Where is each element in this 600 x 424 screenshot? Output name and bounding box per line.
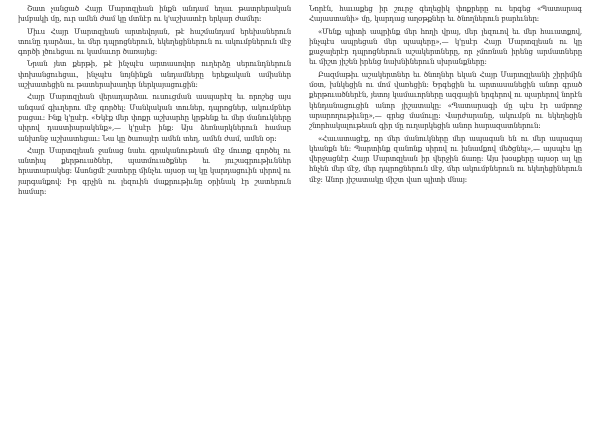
paragraph: Բազմաթիւ աշակերտներ եւ ծնողներ եկան Հայր Մարտզլեանի շիրիմին մօտ, խնկեցին ու մոմ վառեցին։ Երգեցին եւ արտասանեցին անոր գրած քերթուածներէն, յետոյ կամաւորները ազգային երգերով ու պարերով նորէն կենդանացուցին անոր յիշատակը։ «Պատարագի մը պէս էր ամբողջ արարողութիւնը»,— գրեց մամուլը։ Վարժարանը, ակումբն ու եկեղեցին շնորհակալութեան գիր մը ուղարկեցին անոր հարազատներուն։	[309, 70, 582, 131]
paragraph: Միւս Հայր Մարտզլեան արտեվոյան, թէ հաշմանդամ երեխաներուն տունը դարձաւ, եւ մեր դպրոցներուն, եկեղեցիներուն ու ակումբներուն մէջ գործի լծուեցաւ ու կամաւոր ծառայեց։	[18, 27, 291, 57]
right-column	[309, 4, 582, 424]
paragraph: Շատ չանցած Հայր Մարտզլեան ինքն անդամ եղաւ թատրերական խմբակի մը, ուր ամեն ժամ կը մտնէր ու կ'աշխատէր երկար ժամեր։	[18, 5, 291, 24]
paragraph: «Հաւատացէք, որ մեր մանուկները մեր ապագան են ու մեր ապագայ կեանքն են։ Պարտինք զանոնք սիրով ու խնամքով մեծցնել»,— այսպէս կը վերջացնէր Հայր Մարտզլեան իր վերջին ճառը։ Այս խօսքերը այսօր ալ կը հնչեն մեր մէջ, մեր դպրոցներուն մէջ, մեր ակումբներուն ու եկեղեցիներուն մէջ։ Անոր յիշատակը միշտ վառ պիտի մնայ։	[309, 134, 582, 184]
paragraph: Հայր Մարտզլեան ջանաց նաեւ գրականութեան մէջ մուտք գործել ու անտիպ քերթուածներ, պատմուածքներ եւ յուշագրութիւններ հրատարակեց։ Ասոնցմէ շատերը մինչեւ այսօր ալ կը կարդացուին սիրով ու յարգանքով։ Իր գրչին ու լեզուին մաքրութիւնը օրինակ էր շատերուն համար։	[18, 146, 291, 197]
paragraph: Նրան յետ քերթի, թէ ինչպէս արտասովոր ուղերձը սերունդներուն փոխանցուեցաւ, ինչպէս նոյնինքն անդամները երեքական ամիսներ աշխատեցին ու թատերախաղեր ներկայացուցին։	[18, 60, 291, 90]
paragraph: Նորէն, հաւաքեց իր շուրջ գեղեցիկ փոքրերը ու երգեց «Պատարագ Հայաստանի» մը, կարդաց աղօթքներ եւ ծնողներուն բարեւներ։	[309, 5, 582, 24]
paragraph: Հայր Մարտզլեան վերադարձաւ ուսուցման ասպարէզ եւ որոշեց այս անգամ գիւղերու մէջ գործել։ Մանկական տուներ, դպրոցներ, ակումբներ բացաւ։ Ինք կ'ըսէր. «Եկէք մեր փոքր աշխարհը կրթենք եւ մեր մանուկները սիրով դաստիարակենք»,— կ'ըսէր ինք։ Այս ձեռնարկներուն համար անխոնջ աշխատեցաւ։ Նա կը ծառայէր ամեն տեղ, ամեն ժամ, ամեն օր։	[18, 93, 291, 143]
left-column	[18, 4, 291, 424]
paragraph: «Մենք պիտի ապրինք մեր հողի վրայ, մեր լեզուով եւ մեր հաւատքով, ինչպէս ապրեցան մեր պապերը»,— կ'ըսէր Հայր Մարտզլեան ու կը քաջալերէր դպրոցներուն աշակերտները, որ չմոռնան իրենց արմատները եւ միշտ յիշեն իրենց նախնիներուն սխրանքները։	[309, 27, 582, 67]
